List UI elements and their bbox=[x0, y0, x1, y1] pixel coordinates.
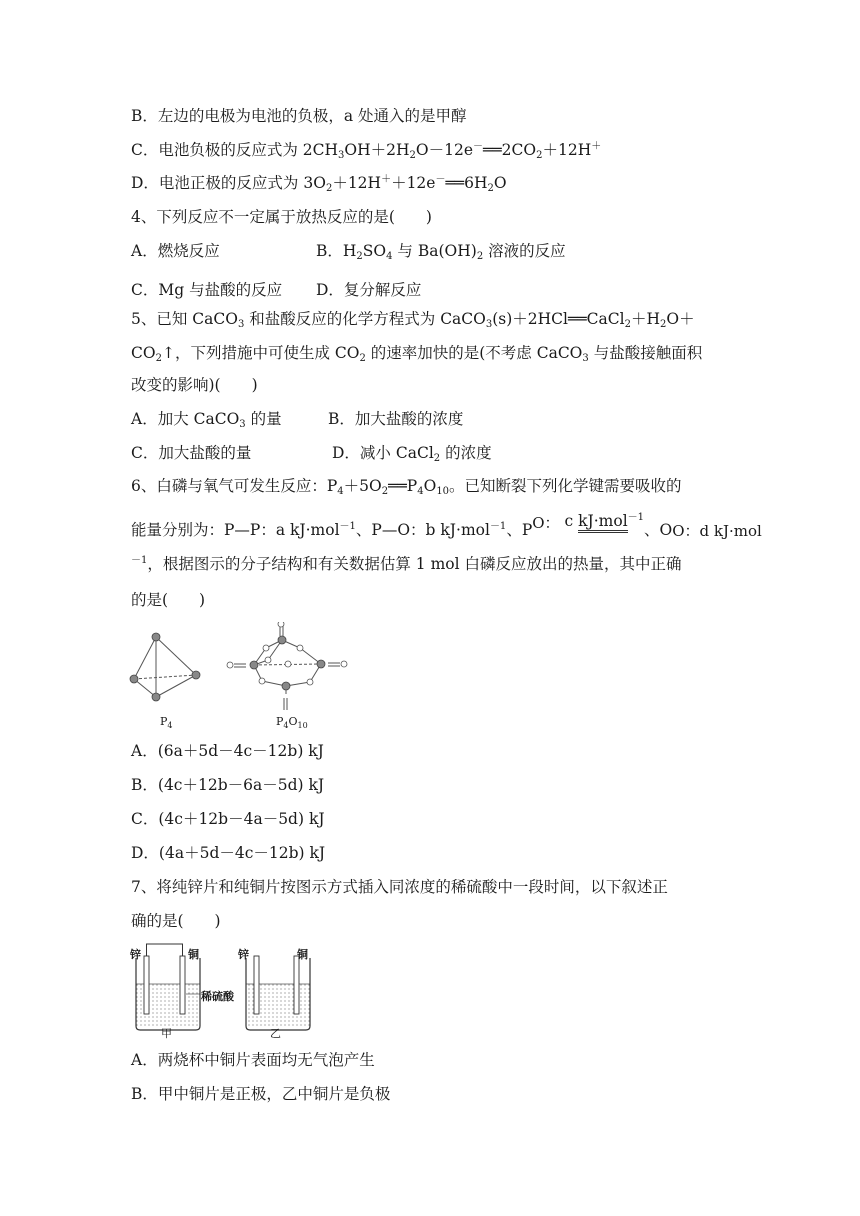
q6-stem-line3: $^{-1}$，根据图示的分子结构和有关数据估算 1 mol 白磷反应放出的热量，其中正确 bbox=[131, 555, 682, 573]
p4o10-molecule-diagram bbox=[220, 622, 360, 717]
q5-options-cd bbox=[131, 443, 492, 464]
q7-stem-line2: 确的是( ) bbox=[131, 912, 221, 930]
p4-molecule-diagram bbox=[126, 632, 206, 720]
q6-option-d: D．(4a＋5d－4c－12b) kJ bbox=[131, 844, 326, 862]
q5-option-a: A．加大 CaCO$_3$ 的量 bbox=[131, 410, 282, 430]
q7-option-b: B．甲中铜片是正极，乙中铜片是负极 bbox=[131, 1085, 391, 1103]
p4-label: $P_4$ bbox=[160, 715, 173, 730]
beaker-yi-zinc-label: 锌 bbox=[238, 948, 249, 961]
q6-option-b: B．(4c＋12b－6a－5d) kJ bbox=[131, 776, 325, 794]
q4-options-cd bbox=[131, 280, 422, 300]
q5-stem-line1: 5、已知 CaCO$_3$ 和盐酸反应的化学方程式为 $CaCO_3(s)+2HCl══CaCl_2+H_2O+$ bbox=[131, 310, 695, 330]
p4o10-label: $P_4O_{10}$ bbox=[276, 715, 308, 730]
q3-option-b: B．左边的电极为电池的负极，a 处通入的是甲醇 bbox=[131, 107, 467, 125]
q4-stem: 4、下列反应不一定属于放热反应的是( ) bbox=[131, 208, 432, 226]
beaker-yi-copper-label: 铜 bbox=[297, 948, 308, 961]
beaker-jia-zinc-label: 锌 bbox=[130, 948, 141, 961]
q7-stem-line1: 7、将纯锌片和纯铜片按图示方式插入同浓度的稀硫酸中一段时间，以下叙述正 bbox=[131, 878, 668, 896]
dilute-sulfuric-acid-label: 稀硫酸 bbox=[201, 990, 234, 1003]
q6-stem-line4: 的是( ) bbox=[131, 591, 206, 609]
beaker-jia-label: 甲 bbox=[161, 1027, 172, 1040]
beaker-jia-copper-label: 铜 bbox=[188, 948, 199, 961]
q3-option-d: D．电池正极的反应式为 $3O_2+12H^++12e^-══6H_2O$ bbox=[131, 174, 507, 194]
beaker-yi-label: 乙 bbox=[270, 1027, 281, 1040]
q4-option-d: D．复分解反应 bbox=[316, 281, 422, 299]
q3-option-c: C．电池负极的反应式为 $2CH_3OH+2H_2O-12e^-══2CO_2+12H^+$ bbox=[131, 141, 602, 161]
q7-option-a: A．两烧杯中铜片表面均无气泡产生 bbox=[131, 1051, 375, 1069]
q4-option-a: A．燃烧反应 bbox=[131, 242, 220, 260]
q5-option-c: C．加大盐酸的量 bbox=[131, 444, 252, 462]
q4-option-c: C．Mg 与盐酸的反应 bbox=[131, 281, 283, 299]
q6-option-c: C．(4c＋12b－4a－5d) kJ bbox=[131, 810, 325, 828]
q5-option-b: B．加大盐酸的浓度 bbox=[328, 410, 464, 428]
q5-stem-line2: $CO_2↑$，下列措施中可使生成 $CO_2$ 的速率加快的是(不考虑 CaCO$_3$ 与盐酸接触面积 bbox=[131, 344, 703, 364]
beaker-yi bbox=[246, 956, 310, 1030]
q6-stem-line1: 6、白磷与氧气可发生反应：$P_4+5O_2══P_4O_{10}$。已知断裂下列化学键需要吸收的 bbox=[131, 477, 682, 497]
q6-option-a: A．(6a＋5d－4c－12b) kJ bbox=[131, 742, 324, 760]
q4-options-ab bbox=[131, 241, 566, 262]
q4-option-b: B．$H_2SO_4$ 与 $Ba(OH)_2$ 溶液的反应 bbox=[316, 242, 566, 262]
q6-stem-line2: 能量分别为：P—P：a kJ·mol$^{-1}$、P—O：b kJ·mol$^{-1}$、$P^{O:}$ c kJ·mol$^{-1}$、$O_{O:d kJ\cdot mol}$ bbox=[131, 512, 762, 540]
q5-options-ab bbox=[131, 409, 464, 430]
q5-option-d: D．减小 CaCl$_2$ 的浓度 bbox=[332, 444, 492, 464]
q5-stem-line3: 改变的影响)( ) bbox=[131, 376, 258, 394]
